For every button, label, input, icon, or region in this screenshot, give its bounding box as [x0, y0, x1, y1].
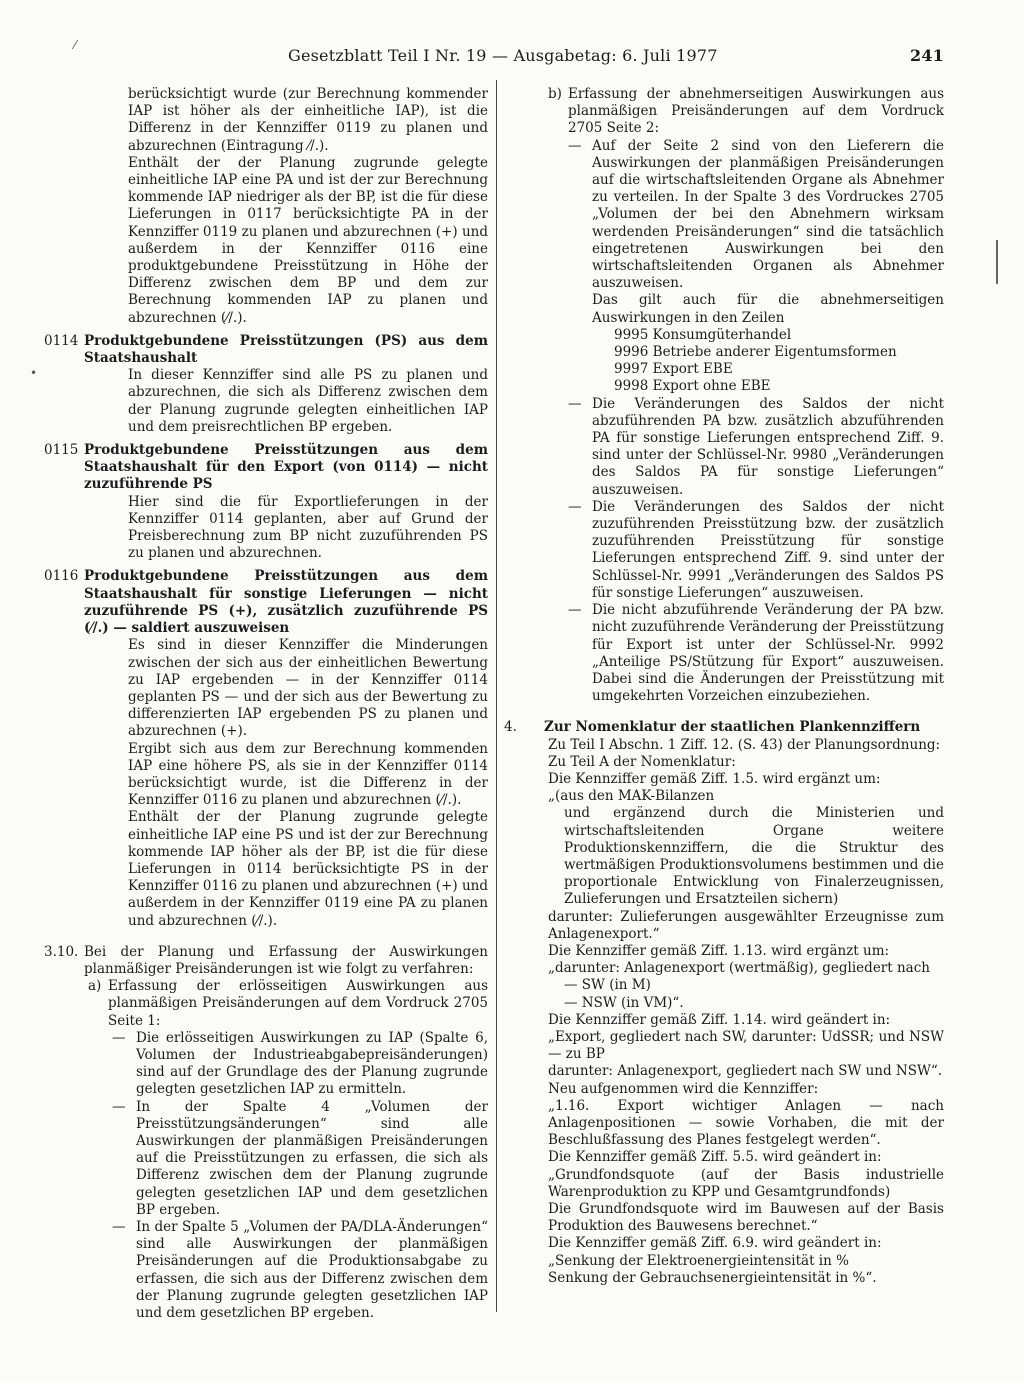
item-text: Erfassung der abnehmerseitigen Auswirkungen aus planmäßigen Preisänderungen auf dem Vordruck 2705 Seite 2: — [568, 86, 944, 137]
dash-item: In der Spalte 5 „Volumen der PA/DLA-Änderungen“ sind alle Auswirkungen der planmäßigen Preisänderungen auf die Produktionsabgabe zu erfassen, die sich aus der Differenz zwischen dem der Planung zugrunde gelegten gesetzlichen IAP und dem gesetzlichen BP ergeben. — [136, 1219, 488, 1322]
paragraph: — SW (in M) — [564, 977, 651, 994]
paragraph: darunter: Anlagenexport, gegliedert nach SW und NSW“. — [548, 1063, 943, 1080]
dash-bullet: — — [568, 498, 582, 515]
section-text: Bei der Planung und Erfassung der Auswirkungen planmäßiger Preisänderungen ist wie folgt zu verfahren: — [84, 943, 488, 977]
dash-bullet: — — [112, 1029, 126, 1046]
kennziffer-0115 — [44, 442, 488, 562]
kennziffer-code: 0114 — [44, 332, 79, 349]
page-header — [270, 46, 950, 70]
paragraph: Zu Teil I Abschn. 1 Ziff. 12. (S. 43) der Planungsordnung: — [548, 736, 941, 753]
section-number: 3.10. — [44, 943, 79, 960]
paragraph: Das gilt auch für die abnehmerseitigen Auswirkungen in den Zeilen — [592, 292, 944, 326]
paragraph: In dieser Kennziffer sind alle PS zu planen und abzurechnen, die sich als Differenz zwischen dem der Planung zugrunde gelegten einheitlichen IAP und dem preisrechtlichen BP ergeben. — [128, 367, 488, 435]
dash-bullet: — — [112, 1098, 126, 1115]
kennziffer-code: 0115 — [44, 442, 79, 459]
paragraph: Zu Teil A der Nomenklatur: — [548, 753, 736, 770]
dash-bullet: — — [568, 137, 582, 154]
kennziffer-heading: Produktgebundene Preisstützungen aus dem Staatshaushalt für sonstige Lieferungen — nicht zuzuführende PS (+), zusätzlich zuzuführende PS (⁄/.) — saldiert auszuweisen — [84, 568, 488, 637]
list-item: 9998 Export ohne EBE — [614, 378, 771, 395]
dash-item: Die Veränderungen des Saldos der nicht abzuführenden PA bzw. zusätzlich abzuführenden PA für sonstige Lieferungen entsprechend Ziff. 9. sind unter der Schlüssel-Nr. 9980 „Veränderungen des Saldos PA für sonstige Lieferungen“ auszuweisen. — [592, 395, 944, 498]
paragraph: Ergibt sich aus dem zur Berechnung kommenden IAP eine höhere PS, als sie in der Kennziffer 0114 berücksichtigt wurde, ist die Differenz in der Kennziffer 0116 zu planen und abzurechnen (⁄/.). — [128, 740, 488, 809]
kennziffer-heading: Produktgebundene Preisstützungen aus dem Staatshaushalt für den Export (von 0114) — nicht zuzuführende PS — [84, 442, 488, 493]
paragraph: „Grundfondsquote (auf der Basis industrielle Warenproduktion zu KPP und Gesamtgrundfonds) — [548, 1166, 944, 1200]
dash-bullet: — — [568, 395, 582, 412]
paragraph: „(aus den MAK-Bilanzen — [548, 788, 715, 805]
dash-item: Die nicht abzuführende Veränderung der PA bzw. nicht zuzuführende Veränderung der Preisstützung für Export ist unter der Schlüssel-Nr. 9992 „Anteilige PS/Stützung für Export“ auszuweisen. Dabei sind die Änderungen der Preisstützung mit umgekehrten Vorzeichen einzubeziehen. — [592, 602, 944, 705]
kennziffer-heading: Produktgebundene Preisstützungen (PS) aus dem Staatshaushalt — [84, 332, 488, 367]
section-4-body — [504, 737, 944, 1288]
paragraph: Die Kennziffer gemäß Ziff. 1.5. wird ergänzt um: — [548, 770, 881, 787]
list-item: 9995 Konsumgüterhandel — [614, 326, 792, 343]
column-divider — [496, 80, 497, 1312]
scan-dot: • — [30, 366, 38, 380]
kennziffer-code: 0116 — [44, 568, 79, 585]
paragraph: berücksichtigt wurde (zur Berechnung kommender IAP ist höher als der einheitliche IAP), ist die Differenz in der Kennziffer 0119 zu planen und abzurechnen (Eintragung ⁄/.). — [128, 86, 488, 154]
paragraph: „1.16. Export wichtiger Anlagen — nach Anlagenpositionen — sowie Vorhaben, die mit der Beschlußfassung des Planes festgelegt werden“. — [548, 1097, 944, 1149]
paragraph: „Export, gegliedert nach SW, darunter: UdSSR; und NSW — zu BP — [548, 1028, 944, 1063]
paragraph: Die Kennziffer gemäß Ziff. 5.5. wird geändert in: — [548, 1149, 882, 1166]
dash-item: Die Veränderungen des Saldos der nicht zuzuführenden Preisstützung bzw. der zusätzlich zuzuführenden Preisstützung für sonstige Lieferungen entsprechend Ziff. 9. sind unter der Schlüssel-Nr. 9991 „Veränderungen des Saldos PS für sonstige Lieferungen“ auszuweisen. — [592, 498, 944, 601]
list-item: 9996 Betriebe anderer Eigentumsformen — [614, 344, 897, 361]
paragraph: Die Kennziffer gemäß Ziff. 6.9. wird geändert in: — [548, 1235, 882, 1252]
item-text: Erfassung der erlösseitigen Auswirkungen aus planmäßigen Preisänderungen auf dem Vordruck 2705 Seite 1: — [108, 978, 488, 1029]
paragraph: Die Kennziffer gemäß Ziff. 1.14. wird geändert in: — [548, 1011, 891, 1028]
header-title: Gesetzblatt Teil I Nr. 19 — Ausgabetag: 6. Juli 1977 — [288, 46, 718, 65]
paragraph: „darunter: Anlagenexport (wertmäßig), gegliedert nach — [548, 960, 930, 977]
dash-bullet: — — [112, 1219, 126, 1235]
paragraph: Es sind in dieser Kennziffer die Minderungen zwischen der sich aus der einheitlichen Bewertung zu IAP ergebenden — in der Kennziffer 0114 geplanten PS — und der sich aus der Bewertung zu differenzierten IAP ergebenden PS zu planen und abzurechnen (+). — [128, 637, 488, 740]
paragraph: Die Kennziffer gemäß Ziff. 1.13. wird ergänzt um: — [548, 942, 890, 959]
scan-line — [996, 240, 998, 284]
paragraph: und ergänzend durch die Ministerien und wirtschaftsleitenden Organe weitere Produktionskennziffern, die die Struktur des wertmäßigen Produktionsvolumens bestimmen und die proportionale Entwicklung von Finalerzeugnissen, Zulieferungen und Ersatzteilen sichern) — [564, 805, 944, 908]
paragraph: Hier sind die für Exportlieferungen in der Kennziffer 0114 geplanten, aber auf Grund der Preisberechnung zum BP nicht zuzuführenden PS zu planen und abzurechnen. — [128, 493, 488, 562]
scan-mark: ⁄ — [74, 38, 77, 52]
page-number: 241 — [910, 46, 944, 65]
paragraph: „Senkung der Elektroenergieintensität in % — [548, 1252, 849, 1269]
paragraph: darunter: Zulieferungen ausgewählter Erzeugnisse zum Anlagenexport.“ — [548, 908, 944, 942]
section-heading: Zur Nomenklatur der staatlichen Plankennziffern — [544, 719, 921, 736]
dash-item: In der Spalte 4 „Volumen der Preisstützungsänderungen“ sind alle Auswirkungen der planmäßigen Preisänderungen auf die Preisstützungen zu erfassen, die sich als Differenz zwischen dem der Planung zugrunde gelegten gesetzlichen IAP und dem gesetzlichen BP ergeben. — [136, 1098, 488, 1218]
dash-item: Auf der Seite 2 sind von den Lieferern die Auswirkungen der planmäßigen Preisänderungen auf die wirtschaftsleitenden Organe als Abnehmer zu verteilen. In der Spalte 3 des Vordruckes 2705 „Volumen der bei den Abnehmern wirksam werdenden Preisänderungen“ sind die tatsächlich eingetretenen Auswirkungen bei den wirtschaftsleitenden Organen als Abnehmer auszuweisen. — [592, 137, 944, 292]
left-column — [44, 86, 488, 1322]
list-item: 9997 Export EBE — [614, 361, 733, 378]
paragraph: Enthält der der Planung zugrunde gelegte einheitliche IAP eine PS und ist der zur Berechnung kommende IAP höher als der BP, ist die für diese Lieferungen in 0114 berücksichtigte PS in der Kennziffer 0116 zu planen und abzurechnen (+) und außerdem in der Kennziffer 0119 eine PA zu planen und abzurechnen (⁄/.). — [128, 809, 488, 929]
paragraph: Die Grundfondsquote wird im Bauwesen auf der Basis Produktion des Bauwesens berechnet.“ — [548, 1201, 944, 1235]
kennziffer-0114 — [44, 333, 488, 436]
section-number: 4. — [504, 719, 517, 736]
dash-bullet: — — [568, 602, 582, 619]
paragraph: — NSW (in VM)“. — [564, 994, 684, 1011]
kennziffer-0116 — [44, 568, 488, 929]
dash-item: Die erlösseitigen Auswirkungen zu IAP (Spalte 6, Volumen der Industrieabgabepreisänderungen) sind auf der Grundlage des der Planung zugrunde gelegten gesetzlichen IAP zu ermitteln. — [136, 1029, 488, 1098]
item-letter: a) — [88, 978, 102, 995]
right-column — [504, 86, 944, 1287]
section-3-10 — [44, 944, 488, 1322]
item-letter: b) — [548, 86, 562, 102]
paragraph: Neu aufgenommen wird die Kennziffer: — [548, 1080, 819, 1097]
paragraph: Senkung der Gebrauchsenergieintensität in %“. — [548, 1269, 877, 1286]
paragraph: Enthält der der Planung zugrunde gelegte einheitliche IAP eine PA und ist der zur Berechnung kommende IAP niedriger als der BP, ist die für diese Lieferungen in 0117 berücksichtigte PA in der Kennziffer 0119 zu planen und abzurechnen (+) und außerdem in der Kennziffer 0116 eine produktgebundene Preisstützung in Höhe der Differenz zwischen dem BP und dem zur Berechnung kommenden IAP zu planen und abzurechnen (⁄/.). — [128, 154, 488, 326]
line-list — [504, 327, 944, 396]
